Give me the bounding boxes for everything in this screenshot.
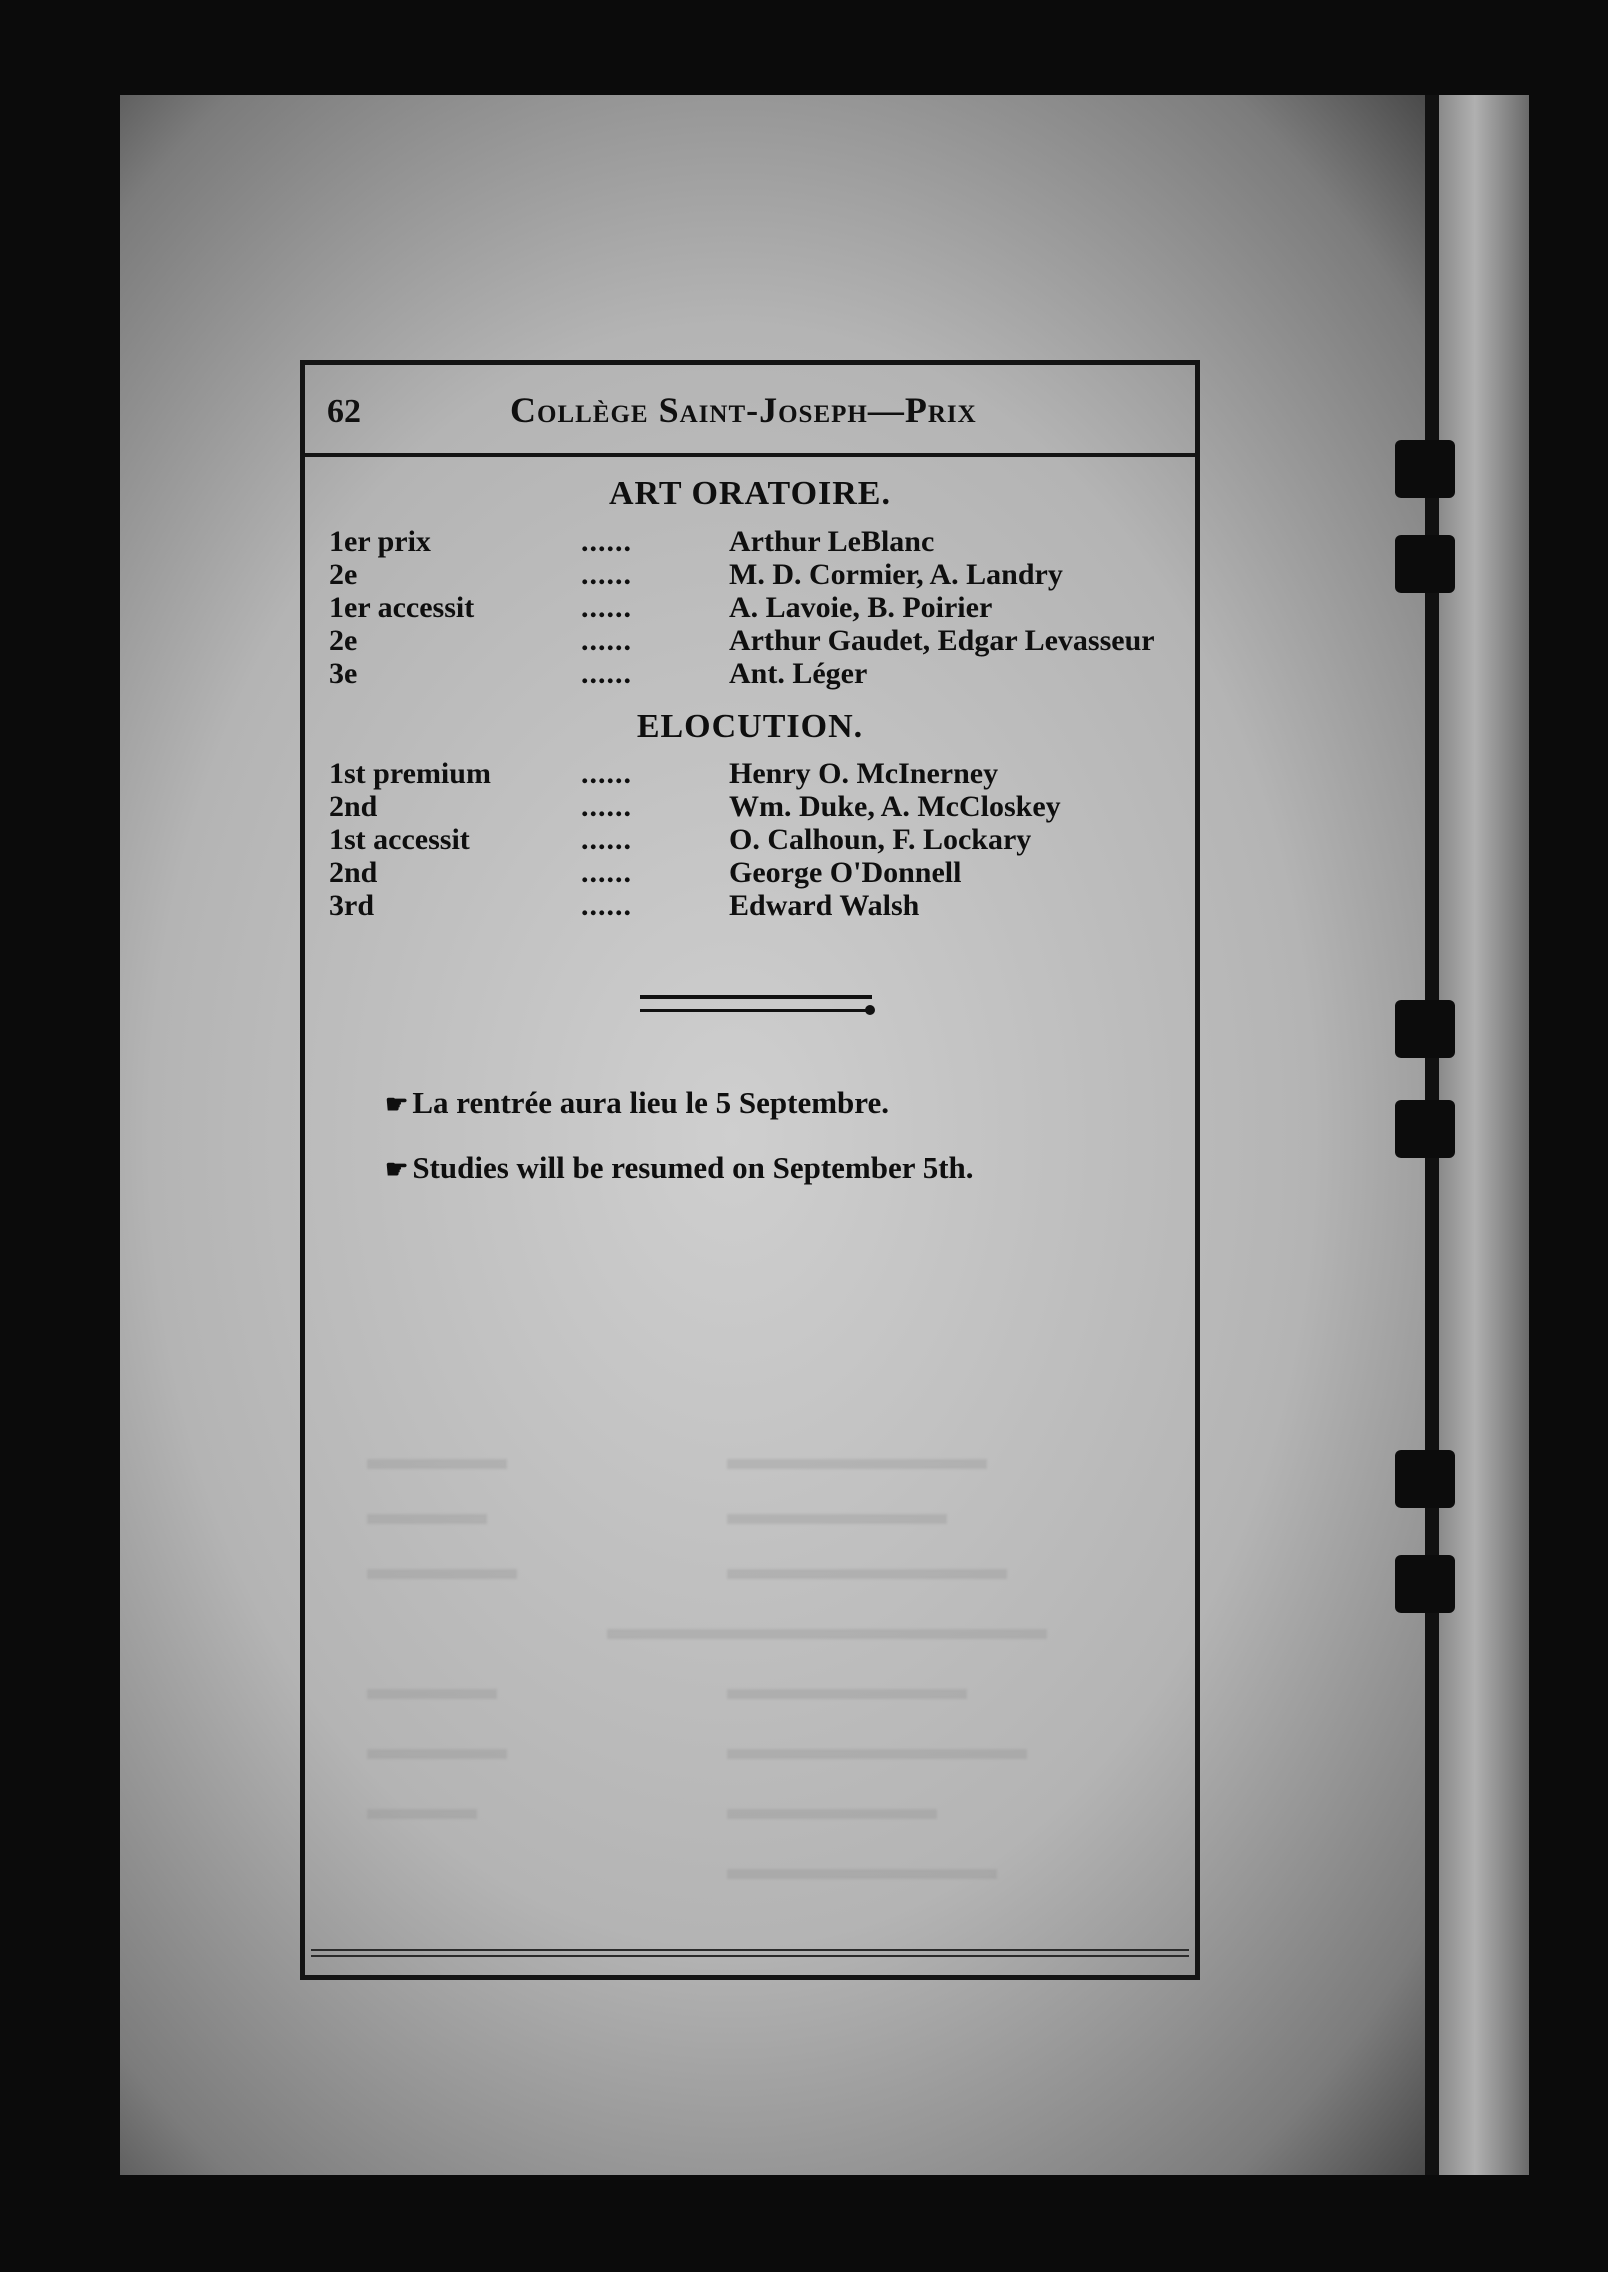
prize-row (329, 657, 1189, 691)
prize-names: A. Lavoie, B. Poirier (729, 591, 993, 624)
printed-page (300, 360, 1200, 1980)
prize-row (329, 757, 1189, 791)
leader-dots: ...... (581, 889, 632, 922)
prize-names: O. Calhoun, F. Lockary (729, 823, 1032, 856)
prize-rank: 3rd (329, 889, 374, 922)
prize-rank: 2e (329, 558, 358, 591)
prize-rank: 1st accessit (329, 823, 470, 856)
running-title: Collège Saint-Joseph—Prix (510, 390, 977, 430)
prize-names: Ant. Léger (729, 657, 868, 690)
prize-names: Edward Walsh (729, 889, 920, 922)
binding-stitch (1395, 440, 1455, 498)
prize-row (329, 624, 1189, 658)
prize-row (329, 889, 1189, 923)
prize-rank: 2nd (329, 856, 378, 889)
prize-row (329, 790, 1189, 824)
pointing-hand-icon: ☛ (385, 1090, 409, 1119)
leader-dots: ...... (581, 757, 632, 790)
prize-rank: 2e (329, 624, 358, 657)
prize-names: M. D. Cormier, A. Landry (729, 558, 1063, 591)
leader-dots: ...... (581, 525, 632, 558)
prize-row (329, 525, 1189, 559)
prize-row (329, 591, 1189, 625)
section-title-elocution: ELOCUTION. (636, 708, 864, 745)
binding-stitch (1395, 1000, 1455, 1058)
page-number: 62 (327, 393, 361, 430)
leader-dots: ...... (581, 823, 632, 856)
rule-dot (865, 1005, 875, 1015)
prize-rank: 1er accessit (329, 591, 475, 624)
prize-rank: 1st premium (329, 757, 491, 790)
prize-rank: 1er prix (329, 525, 431, 558)
leader-dots: ...... (581, 657, 632, 690)
notice-studies-text: Studies will be resumed on September 5th. (412, 1150, 974, 1185)
prize-rank: 3e (329, 657, 358, 690)
prize-names: Henry O. McInerney (729, 757, 999, 790)
notice-studies (385, 1150, 974, 1186)
prize-names: Arthur Gaudet, Edgar Levasseur (729, 624, 1155, 657)
prize-row (329, 856, 1189, 890)
notice-rentree (385, 1085, 889, 1121)
ornamental-rule (640, 995, 872, 1012)
prize-row (329, 558, 1189, 592)
binding-stitch (1395, 535, 1455, 593)
prize-row (329, 823, 1189, 857)
pointing-hand-icon: ☛ (385, 1155, 409, 1184)
leader-dots: ...... (581, 856, 632, 889)
notice-rentree-text: La rentrée aura lieu le 5 Septembre. (412, 1085, 889, 1120)
binding-stitch (1395, 1100, 1455, 1158)
prize-names: Wm. Duke, A. McCloskey (729, 790, 1061, 823)
leader-dots: ...... (581, 624, 632, 657)
leader-dots: ...... (581, 790, 632, 823)
leader-dots: ...... (581, 591, 632, 624)
page-header (305, 365, 1195, 457)
section-title-art-oratoire: ART ORATOIRE. (609, 475, 891, 512)
prize-names: Arthur LeBlanc (729, 525, 935, 558)
prize-rank: 2nd (329, 790, 378, 823)
prize-names: George O'Donnell (729, 856, 962, 889)
leader-dots: ...... (581, 558, 632, 591)
